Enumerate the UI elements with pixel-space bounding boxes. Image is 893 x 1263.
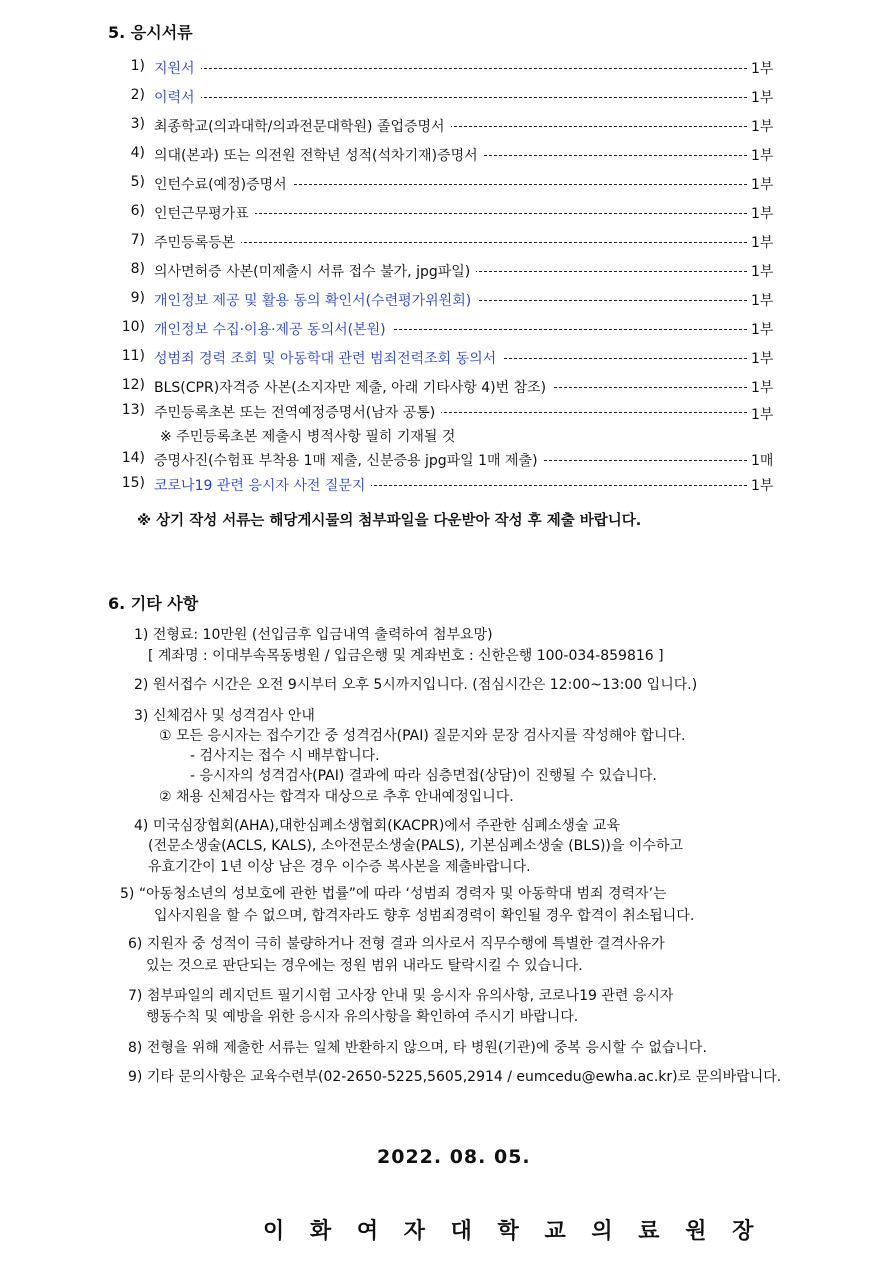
item-count: 1부 [751,380,774,396]
exam-guide: 3) 신체검사 및 성격검사 안내 [134,708,315,724]
cpr-line-2: (전문소생술(ACLS, KALS), 소아전문소생술(PALS), 기본심폐소생술 (BLS))을 이수하고 [148,838,683,854]
item-label: 증명사진(수험표 부착용 1매 제출, 신분증용 jpg파일 1매 제출) [154,450,544,470]
item-count: 1부 [751,206,774,222]
list-item [0,58,893,80]
item-number: 11) [121,348,145,364]
item-count: 1부 [751,148,774,164]
list-item [0,203,893,225]
section5-heading: 5. 응시서류 [108,23,193,42]
item-count: 1부 [751,235,774,251]
law-line-1: 5) “아동청소년의 성보호에 관한 법률”에 따라 ‘성범죄 경력자 및 아동학대 범죄 경력자’는 [120,886,667,902]
law-line-2: 입사지원을 할 수 없으며, 합격자라도 향후 성범죄경력이 확인될 경우 합격이 취소됩니다. [154,908,695,924]
item-number: 5) [130,174,145,190]
list-item [0,402,893,424]
item-label: BLS(CPR)자격증 사본(소지자만 제출, 아래 기타사항 4)번 참조) [154,377,552,397]
attachment-line-2: 행동수칙 및 예방을 위한 응시자 유의사항을 확인하여 주시기 바랍니다. [146,1009,579,1025]
list-item [0,475,893,497]
item-label: 인턴근무평가표 [154,203,255,223]
document-date: 2022. 08. 05. [377,1146,531,1168]
submission-note: ※ 상기 작성 서류는 해당게시물의 첨부파일을 다운받아 작성 후 제출 바랍니다. [137,513,642,529]
item-label: 의사면허증 사본(미제출시 서류 접수 불가, jpg파일) [154,261,476,281]
item-label: 의대(본과) 또는 의전원 전학년 성적(석차기재)증명서 [154,145,484,165]
item-label-link[interactable]: 지원서 [154,58,201,78]
inquiry-line: 9) 기타 문의사항은 교육수련부(02-2650-5225,5605,2914 / eumcedu@ewha.ac.kr)로 문의바랍니다. [128,1069,782,1085]
item-number: 8) [130,261,145,277]
cpr-line-3: 유효기간이 1년 이상 남은 경우 이수증 복사본을 제출바랍니다. [148,859,531,875]
list-item [0,232,893,254]
item-count: 1부 [751,119,774,135]
item-count: 1부 [751,322,774,338]
item-number: 12) [121,377,145,393]
exam-guide-2: ② 채용 신체검사는 합격자 대상으로 추후 안내예정입니다. [159,789,514,805]
list-item [0,377,893,399]
account-line: [ 계좌명 : 이대부속목동병원 / 입금은행 및 계좌번호 : 신한은행 100-034-859816 ] [148,648,664,664]
item-label-link[interactable]: 코로나19 관련 응시자 사전 질문지 [154,475,371,495]
item13-note: ※ 주민등록초본 제출시 병적사항 필히 기재될 것 [160,429,456,445]
item-count: 1부 [751,478,774,494]
item-number: 6) [130,203,145,219]
fee-line: 1) 전형료: 10만원 (선입금후 입금내역 출력하여 첨부요망) [134,627,493,643]
list-item [0,87,893,109]
section6-heading: 6. 기타 사항 [108,594,199,613]
item-count: 1부 [751,293,774,309]
list-item [0,145,893,167]
item-number: 10) [121,319,145,335]
item-number: 1) [130,58,145,74]
item-number: 14) [121,450,145,466]
list-item [0,290,893,312]
leader-line [154,242,747,243]
list-item [0,319,893,341]
item-label-link[interactable]: 개인정보 수집·이용·제공 동의서(본원) [154,319,392,339]
item-number: 4) [130,145,145,161]
item-number: 15) [121,475,145,491]
item-count: 1부 [751,407,774,423]
item-number: 9) [130,290,145,306]
item-label-link[interactable]: 성범죄 경력 조회 및 아동학대 관련 범죄전력조회 동의서 [154,348,502,368]
disqualify-line-1: 6) 지원자 중 성적이 극히 불량하거나 전형 결과 의사로서 직무수행에 특별한 결격사유가 [128,936,665,952]
item-number: 13) [121,402,145,418]
item-label: 주민등록등본 [154,232,241,252]
reception-hours: 2) 원서접수 시간은 오전 9시부터 오후 5시까지입니다. (점심시간은 12:00~13:00 입니다.) [134,677,698,693]
item-count: 1부 [751,90,774,106]
item-count: 1부 [751,264,774,280]
exam-guide-1a: - 검사지는 접수 시 배부합니다. [190,748,380,764]
item-count: 1부 [751,61,774,77]
exam-guide-1b: - 응시자의 성격검사(PAI) 결과에 따라 심층면접(상담)이 진행될 수 있습니다. [190,768,657,784]
item-label: 주민등록초본 또는 전역예정증명서(남자 공통) [154,402,441,422]
exam-guide-1: ① 모든 응시자는 접수기간 중 성격검사(PAI) 질문지와 문장 검사지를 작성해야 합니다. [159,728,686,744]
issuer-signature: 이 화 여 자 대 학 교 의 료 원 장 [263,1219,763,1244]
item-label-link[interactable]: 개인정보 제공 및 활용 동의 확인서(수련평가위원회) [154,290,477,310]
item-label-link[interactable]: 이력서 [154,87,201,107]
item-count: 1매 [751,453,774,469]
item-number: 2) [130,87,145,103]
list-item [0,261,893,283]
item-label: 인턴수료(예정)증명서 [154,174,293,194]
item-number: 7) [130,232,145,248]
attachment-line-1: 7) 첨부파일의 레지던트 필기시험 고사장 안내 및 응시자 유의사항, 코로나19 관련 응시자 [128,988,674,1004]
list-item [0,348,893,370]
leader-line [154,97,747,98]
item-count: 1부 [751,177,774,193]
list-item [0,450,893,472]
documents-line: 8) 전형을 위해 제출한 서류는 일체 반환하지 않으며, 타 병원(기관)에 중복 응시할 수 없습니다. [128,1040,707,1056]
list-item [0,174,893,196]
list-item [0,116,893,138]
cpr-line-1: 4) 미국심장협회(AHA),대한심폐소생협회(KACPR)에서 주관한 심폐소생술 교육 [134,818,620,834]
item-number: 3) [130,116,145,132]
item-count: 1부 [751,351,774,367]
item-label: 최종학교(의과대학/의과전문대학원) 졸업증명서 [154,116,451,136]
disqualify-line-2: 있는 것으로 판단되는 경우에는 정원 범위 내라도 탈락시킬 수 있습니다. [146,958,583,974]
leader-line [154,68,747,69]
